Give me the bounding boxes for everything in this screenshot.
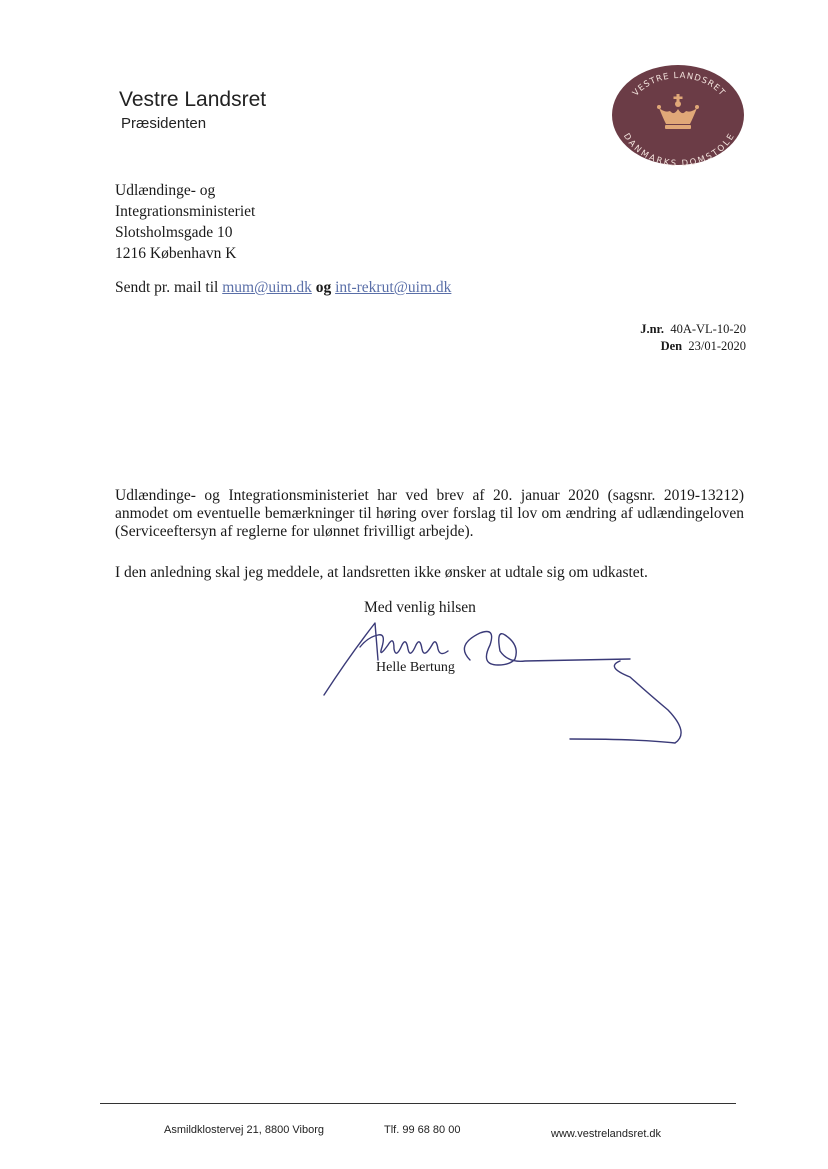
reference-block xyxy=(640,321,746,355)
court-seal-logo xyxy=(611,64,745,166)
footer-website[interactable]: www.vestrelandsret.dk xyxy=(551,1128,662,1140)
recipient-line: 1216 København K xyxy=(115,245,237,262)
jnr-value: 40A-VL-10-20 xyxy=(670,322,746,336)
signer-name: Helle Bertung xyxy=(376,660,455,675)
date-value: 23/01-2020 xyxy=(688,339,746,353)
organization-name: Vestre Landsret xyxy=(119,88,267,111)
sent-connector: og xyxy=(315,279,332,296)
jnr-label: J.nr. xyxy=(640,322,665,336)
seal-bottom-text: DANMARKS DOMSTOLE xyxy=(620,131,738,166)
footer-address: Asmildklostervej 21, 8800 Viborg xyxy=(164,1124,324,1136)
handwritten-signature xyxy=(320,615,690,755)
seal-top-text: VESTRE LANDSRET xyxy=(630,70,728,99)
department-name: Præsidenten xyxy=(121,115,207,132)
closing-greeting: Med venlig hilsen xyxy=(364,599,476,616)
recipient-line: Udlændinge- og xyxy=(115,182,216,199)
footer-divider xyxy=(100,1103,736,1104)
email-link-mum[interactable]: mum@uim.dk xyxy=(222,279,312,296)
email-link-int-rekrut[interactable]: int-rekrut@uim.dk xyxy=(335,279,452,296)
recipient-line: Integrationsministeriet xyxy=(115,203,256,220)
recipient-address xyxy=(115,180,255,264)
date-label: Den xyxy=(660,339,683,353)
recipient-line: Slotsholmsgade 10 xyxy=(115,224,233,241)
sent-prefix: Sendt pr. mail til xyxy=(115,279,219,296)
sent-by-mail-line xyxy=(115,279,451,297)
footer-phone: Tlf. 99 68 80 00 xyxy=(384,1124,461,1136)
body-paragraph-2: I den anledning skal jeg meddele, at landsretten ikke ønsker at udtale sig om udkastet. xyxy=(115,564,648,581)
body-paragraph-1: Udlændinge- og Integrationsministeriet har ved brev af 20. januar 2020 (sagsnr. 2019-13212) anmodet om eventuelle bemærkninger til høring over forslag til lov om ændring af udlændingeloven (Serviceeftersyn af reglerne for ulønnet frivilligt arbejde). xyxy=(115,487,744,540)
